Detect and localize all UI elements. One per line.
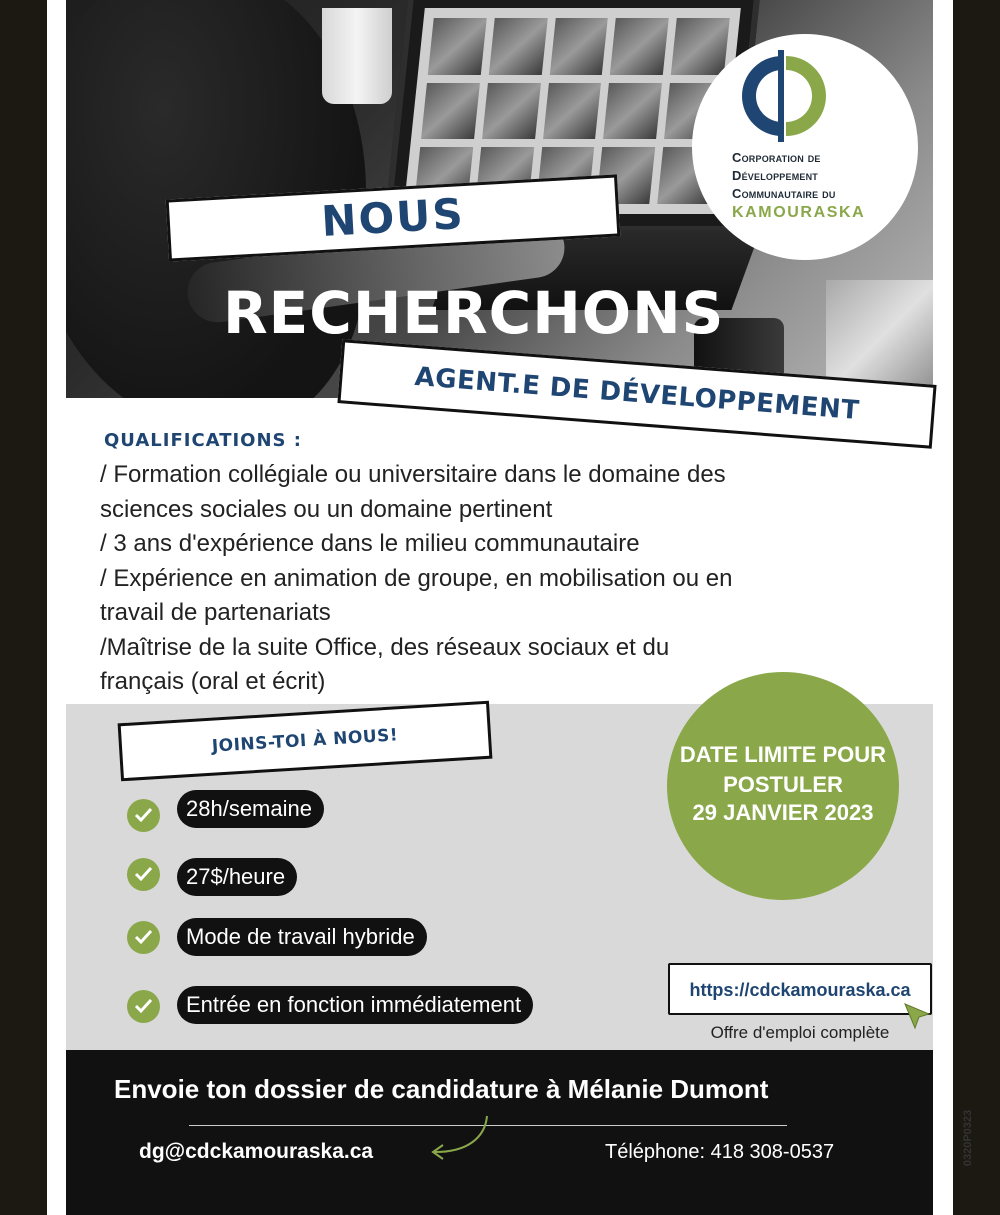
arrow-icon — [427, 1112, 507, 1162]
reference-code: 0320P0323 — [962, 1109, 974, 1167]
cdc-logo-icon — [740, 48, 826, 144]
check-icon — [127, 990, 160, 1023]
benefit-hybrid: Mode de travail hybride — [177, 918, 427, 956]
footer-title: Envoie ton dossier de candidature à Mélanie Dumont — [114, 1074, 769, 1104]
website-link-box[interactable] — [668, 963, 932, 1015]
qualification-line: / Formation collégiale ou universitaire dans le domaine des — [100, 461, 726, 488]
qualification-line: / Expérience en animation de groupe, en mobilisation ou en — [100, 564, 733, 592]
website-link[interactable]: https://cdckamouraska.ca — [689, 980, 911, 1000]
qualification-line: travail de partenariats — [100, 599, 331, 626]
qualification-line: sciences sociales ou un domaine pertinent — [100, 495, 553, 523]
deadline-line-2: POSTULER — [723, 772, 843, 797]
qualifications-list — [100, 458, 870, 700]
qualification-line: français (oral et écrit) — [100, 668, 326, 695]
page-border-right — [953, 0, 1000, 1215]
deadline-date: 29 JANVIER 2023 — [692, 800, 874, 825]
title-recherchons: RECHERCHONS — [223, 279, 725, 347]
benefit-hours: 28h/semaine — [177, 790, 324, 828]
contact-email[interactable]: dg@cdckamouraska.ca — [139, 1140, 374, 1163]
deadline-line-1: DATE LIMITE POUR — [679, 742, 887, 767]
cdc-logo — [692, 34, 918, 260]
logo-line-3: Communautaire du — [732, 186, 836, 201]
website-caption: Offre d'emploi complète — [710, 1023, 890, 1042]
job-poster — [47, 0, 953, 1215]
contact-phone: Téléphone: 418 308-0537 — [605, 1141, 835, 1163]
logo-line-4: KAMOURASKA — [732, 204, 866, 221]
qualification-line: / 3 ans d'expérience dans le milieu communautaire — [100, 530, 640, 557]
title-nous: NOUS — [320, 189, 466, 246]
benefit-salary: 27$/heure — [177, 858, 297, 896]
check-icon — [127, 921, 160, 954]
mug-image — [322, 8, 392, 104]
qualifications-heading: QUALIFICATIONS : — [104, 430, 302, 451]
check-icon — [127, 858, 160, 891]
logo-line-2: Développement — [732, 168, 819, 183]
logo-line-1: Corporation de — [732, 150, 821, 165]
benefit-start: Entrée en fonction immédiatement — [177, 986, 533, 1024]
deadline-badge — [667, 672, 899, 900]
qualification-line: /Maîtrise de la suite Office, des réseaux sociaux et du — [100, 633, 670, 661]
join-title: JOINS-TOI À NOUS! — [211, 725, 399, 757]
position-title: AGENT.E DE DÉVELOPPEMENT — [413, 361, 861, 427]
check-icon — [127, 799, 160, 832]
